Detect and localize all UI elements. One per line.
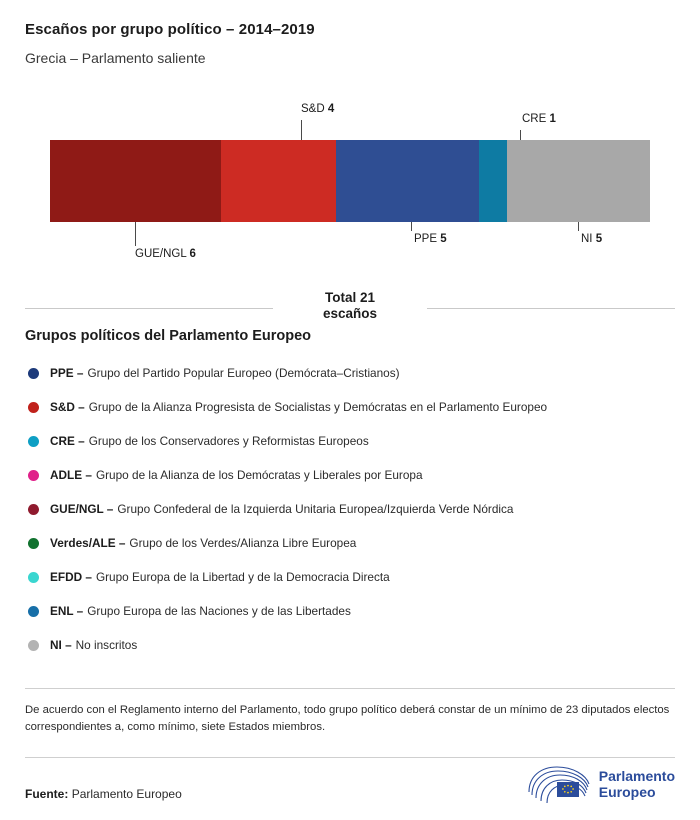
source-value: Parlamento Europeo: [71, 787, 182, 801]
legend-desc: Grupo Confederal de la Izquierda Unitaria Europea/Izquierda Verde Nórdica: [117, 502, 514, 516]
footer-divider-bottom: [25, 757, 675, 758]
legend-title: Grupos políticos del Parlamento Europeo: [25, 328, 312, 344]
chart-tick-ni: [578, 222, 579, 231]
legend-item-sd: [25, 390, 675, 424]
legend-item-efdd: [25, 560, 675, 594]
legend-desc: Grupo Europa de las Naciones y de las Libertades: [87, 604, 351, 618]
legend-desc: Grupo de la Alianza Progresista de Socialistas y Demócratas en el Parlamento Europeo: [88, 400, 548, 414]
legend-dot-icon: [28, 538, 39, 549]
chart-tick-ppe: [411, 222, 412, 231]
source-label: Fuente:: [25, 787, 69, 801]
legend-dot-icon: [28, 572, 39, 583]
legend-abbr: EFDD –: [50, 570, 92, 584]
bar-segment-ppe: [336, 140, 479, 222]
legend-abbr: PPE –: [50, 366, 84, 380]
legend-abbr: ADLE –: [50, 468, 92, 482]
legend-item-verdes-ale: [25, 526, 675, 560]
chart-label-guengl: GUE/NGL 6: [135, 248, 196, 260]
bar-segment-guengl: [50, 140, 221, 222]
legend-dot-icon: [28, 402, 39, 413]
chart-tick-guengl: [135, 222, 136, 246]
parliament-emblem-icon: [527, 762, 591, 806]
legend-abbr: GUE/NGL –: [50, 502, 114, 516]
logo-text: [599, 768, 675, 800]
footer-divider-top: [25, 688, 675, 689]
european-parliament-logo: [527, 762, 675, 806]
page-title: Escaños por grupo político – 2014–2019: [25, 21, 315, 38]
logo-line-2: Europeo: [598, 784, 656, 800]
legend-item-enl: [25, 594, 675, 628]
legend-desc: Grupo del Partido Popular Europeo (Demócrata–Cristianos): [87, 366, 400, 380]
stacked-bar: [50, 140, 650, 222]
legend-dot-icon: [28, 640, 39, 651]
page-subtitle: Grecia – Parlamento saliente: [25, 50, 206, 66]
bar-segment-cre: [479, 140, 508, 222]
legend-dot-icon: [28, 436, 39, 447]
legend-section: [25, 328, 675, 662]
legend-desc: Grupo Europa de la Libertad y de la Democracia Directa: [95, 570, 390, 584]
legend-abbr: S&D –: [50, 400, 85, 414]
legend-abbr: CRE –: [50, 434, 85, 448]
legend-item-guengl: [25, 492, 675, 526]
legend-desc: Grupo de la Alianza de los Demócratas y Liberales por Europa: [95, 468, 423, 482]
legend-dot-icon: [28, 470, 39, 481]
chart-label-cre: CRE 1: [522, 113, 556, 125]
legend-item-ni: [25, 628, 675, 662]
legend-item-adle: [25, 458, 675, 492]
logo-line-1: Parlamento: [598, 768, 675, 784]
legend-item-ppe: [25, 356, 675, 390]
chart-label-ni: NI 5: [581, 233, 603, 245]
legend-dot-icon: [28, 504, 39, 515]
bar-segment-ni: [507, 140, 650, 222]
source-line: [25, 787, 182, 801]
legend-desc: Grupo de los Verdes/Alianza Libre Europea: [129, 536, 357, 550]
legend-abbr: Verdes/ALE –: [50, 536, 126, 550]
total-seats-text: Total 21 escaños: [322, 290, 378, 321]
legend-abbr: NI –: [50, 638, 72, 652]
chart-label-ppe: PPE 5: [414, 233, 447, 245]
bar-segment-sd: [221, 140, 335, 222]
legend-dot-icon: [28, 368, 39, 379]
legend-abbr: ENL –: [50, 604, 84, 618]
footnote-text: De acuerdo con el Reglamento interno del Parlamento, todo grupo político deberá constar de un mínimo de 23 diputados electos correspondientes a, como mínimo, siete Estados miembros.: [25, 704, 670, 733]
total-seats: [25, 282, 675, 328]
legend-dot-icon: [28, 606, 39, 617]
chart-tick-sd: [301, 120, 302, 142]
legend-desc: Grupo de los Conservadores y Reformistas Europeos: [88, 434, 369, 448]
seat-distribution-chart: [25, 102, 675, 282]
chart-label-sd: S&D 4: [301, 103, 335, 115]
legend-desc: No inscritos: [75, 638, 138, 652]
legend-item-cre: [25, 424, 675, 458]
legend-list: [25, 356, 675, 662]
